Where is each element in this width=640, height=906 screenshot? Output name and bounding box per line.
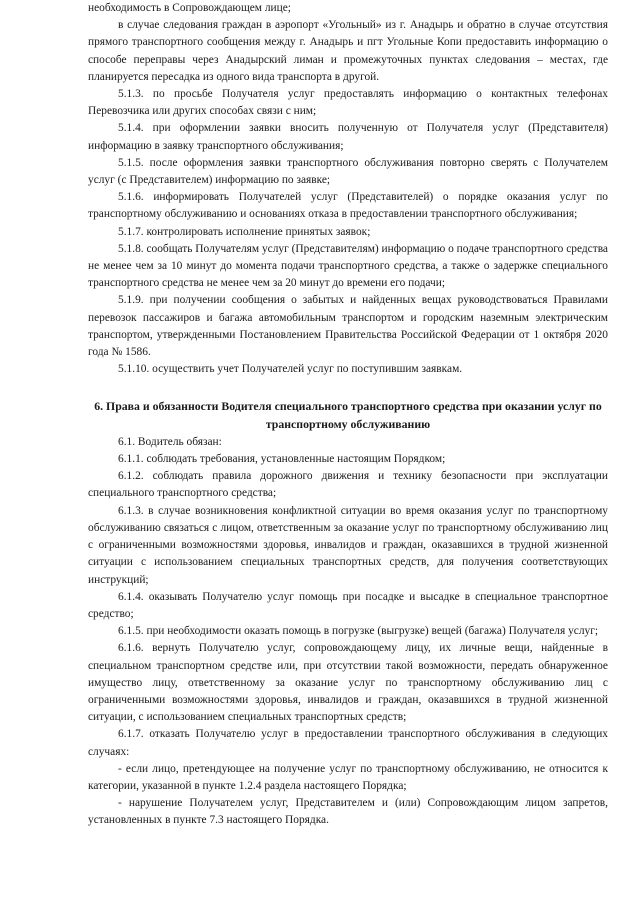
section-heading: 6. Права и обязанности Водителя специального транспортного средства при оказании услуг по транспортному обслуживанию bbox=[94, 399, 602, 431]
paragraph-5-1-5: 5.1.5. после оформления заявки транспортного обслуживания повторно сверять с Получателем услуг (с Представителем) информацию по заявке; bbox=[88, 156, 608, 187]
paragraph-5-1-9: 5.1.9. при получении сообщения о забытых и найденных вещах руководствоваться Правилами перевозок пассажиров и багажа автомобильным транспортом и городским наземным электрическим транспортом, утвержденными Постановлением Правительства Российской Федерации от 1 октября 2020 года № 1586. bbox=[88, 294, 608, 359]
paragraph-5-1-4: 5.1.4. при оформлении заявки вносить полученную от Получателя услуг (Представителя) информацию в заявку транспортного обслуживания; bbox=[88, 122, 608, 152]
paragraph-5-1-3: 5.1.3. по просьбе Получателя услуг предоставлять информацию о контактных телефонах Перевозчика или других способах связи с ним; bbox=[88, 88, 608, 118]
paragraph-airport: в случае следования граждан в аэропорт «Угольный» из г. Анадырь и обратно в случае отсутствия прямого транспортного сообщения между г. Анадырь и пгт Угольные Копи предоставить информацию о способе переправы через Анадырский лиман и промежуточных пунктах следования – местах, где планируется пересадка из одного вида транспорта в другой. bbox=[88, 19, 608, 83]
paragraph-6-1-4: 6.1.4. оказывать Получателю услуг помощь при посадке и высадке в специальное транспортное средство; bbox=[88, 590, 608, 620]
paragraph-6-1-3: 6.1.3. в случае возникновения конфликтной ситуации во время оказания услуг по транспортному обслуживанию связаться с лицом, ответственным за оказание услуг по транспортному обслуживанию лиц с ограниченными возможностями здоровья, инвалидов и граждан, оказавшихся в трудной жизненной ситуации с использованием специальных транспортных средств, для получения соответствующих инструкций; bbox=[88, 504, 608, 586]
paragraph-5-1-10: 5.1.10. осуществить учет Получателей услуг по поступившим заявкам. bbox=[118, 363, 463, 376]
paragraph-continuation: необходимость в Сопровождающем лице; bbox=[88, 2, 291, 14]
paragraph-6-1-5: 6.1.5. при необходимости оказать помощь в погрузке (выгрузке) вещей (багажа) Получателя услуг; bbox=[118, 625, 599, 638]
section-spacer bbox=[88, 378, 608, 385]
list-item: - если лицо, претендующее на получение услуг по транспортному обслуживанию, не относится к категории, указанной в пункте 1.2.4 раздела настоящего Порядка; bbox=[88, 762, 608, 792]
paragraph-6-1-7: 6.1.7. отказать Получателю услуг в предоставлении транспортного обслуживания в следующих случаях: bbox=[88, 728, 608, 758]
paragraph-5-1-8: 5.1.8. сообщать Получателям услуг (Представителям) информацию о подаче транспортного средства не менее чем за 10 минут до момента подачи транспортного средства, а также о задержке специального транспортного средства не менее чем за 20 минут до времени его подачи; bbox=[88, 242, 608, 290]
paragraph-6-1-1: 6.1.1. соблюдать требования, установленные настоящим Порядком; bbox=[118, 453, 446, 466]
paragraph-6-1-2: 6.1.2. соблюдать правила дорожного движения и технику безопасности при эксплуатации специального транспортного средства; bbox=[88, 470, 608, 500]
document-page bbox=[88, 0, 608, 830]
list-item: - нарушение Получателем услуг, Представителем и (или) Сопровождающим лицом запретов, установленных в пункте 7.3 настоящего Порядка. bbox=[88, 797, 608, 827]
paragraph-5-1-7: 5.1.7. контролировать исполнение принятых заявок; bbox=[118, 225, 371, 238]
paragraph-6-1: 6.1. Водитель обязан: bbox=[118, 435, 222, 448]
paragraph-6-1-6: 6.1.6. вернуть Получателю услуг, сопровождающему лицу, их личные вещи, найденные в специальном транспортном средстве или, при отсутствии такой возможности, передать обнаруженное имущество лицу, ответственному за оказание услуг по транспортному обслуживанию лиц с ограниченными возможностями здоровья, инвалидов и граждан, оказавшихся в трудной жизненной ситуации, с использованием специальных транспортных средств; bbox=[88, 642, 608, 724]
paragraph-5-1-6: 5.1.6. информировать Получателей услуг (Представителей) о порядке оказания услуг по транспортному обслуживанию и основаниях отказа в предоставлении транспортного обслуживания; bbox=[88, 191, 608, 221]
